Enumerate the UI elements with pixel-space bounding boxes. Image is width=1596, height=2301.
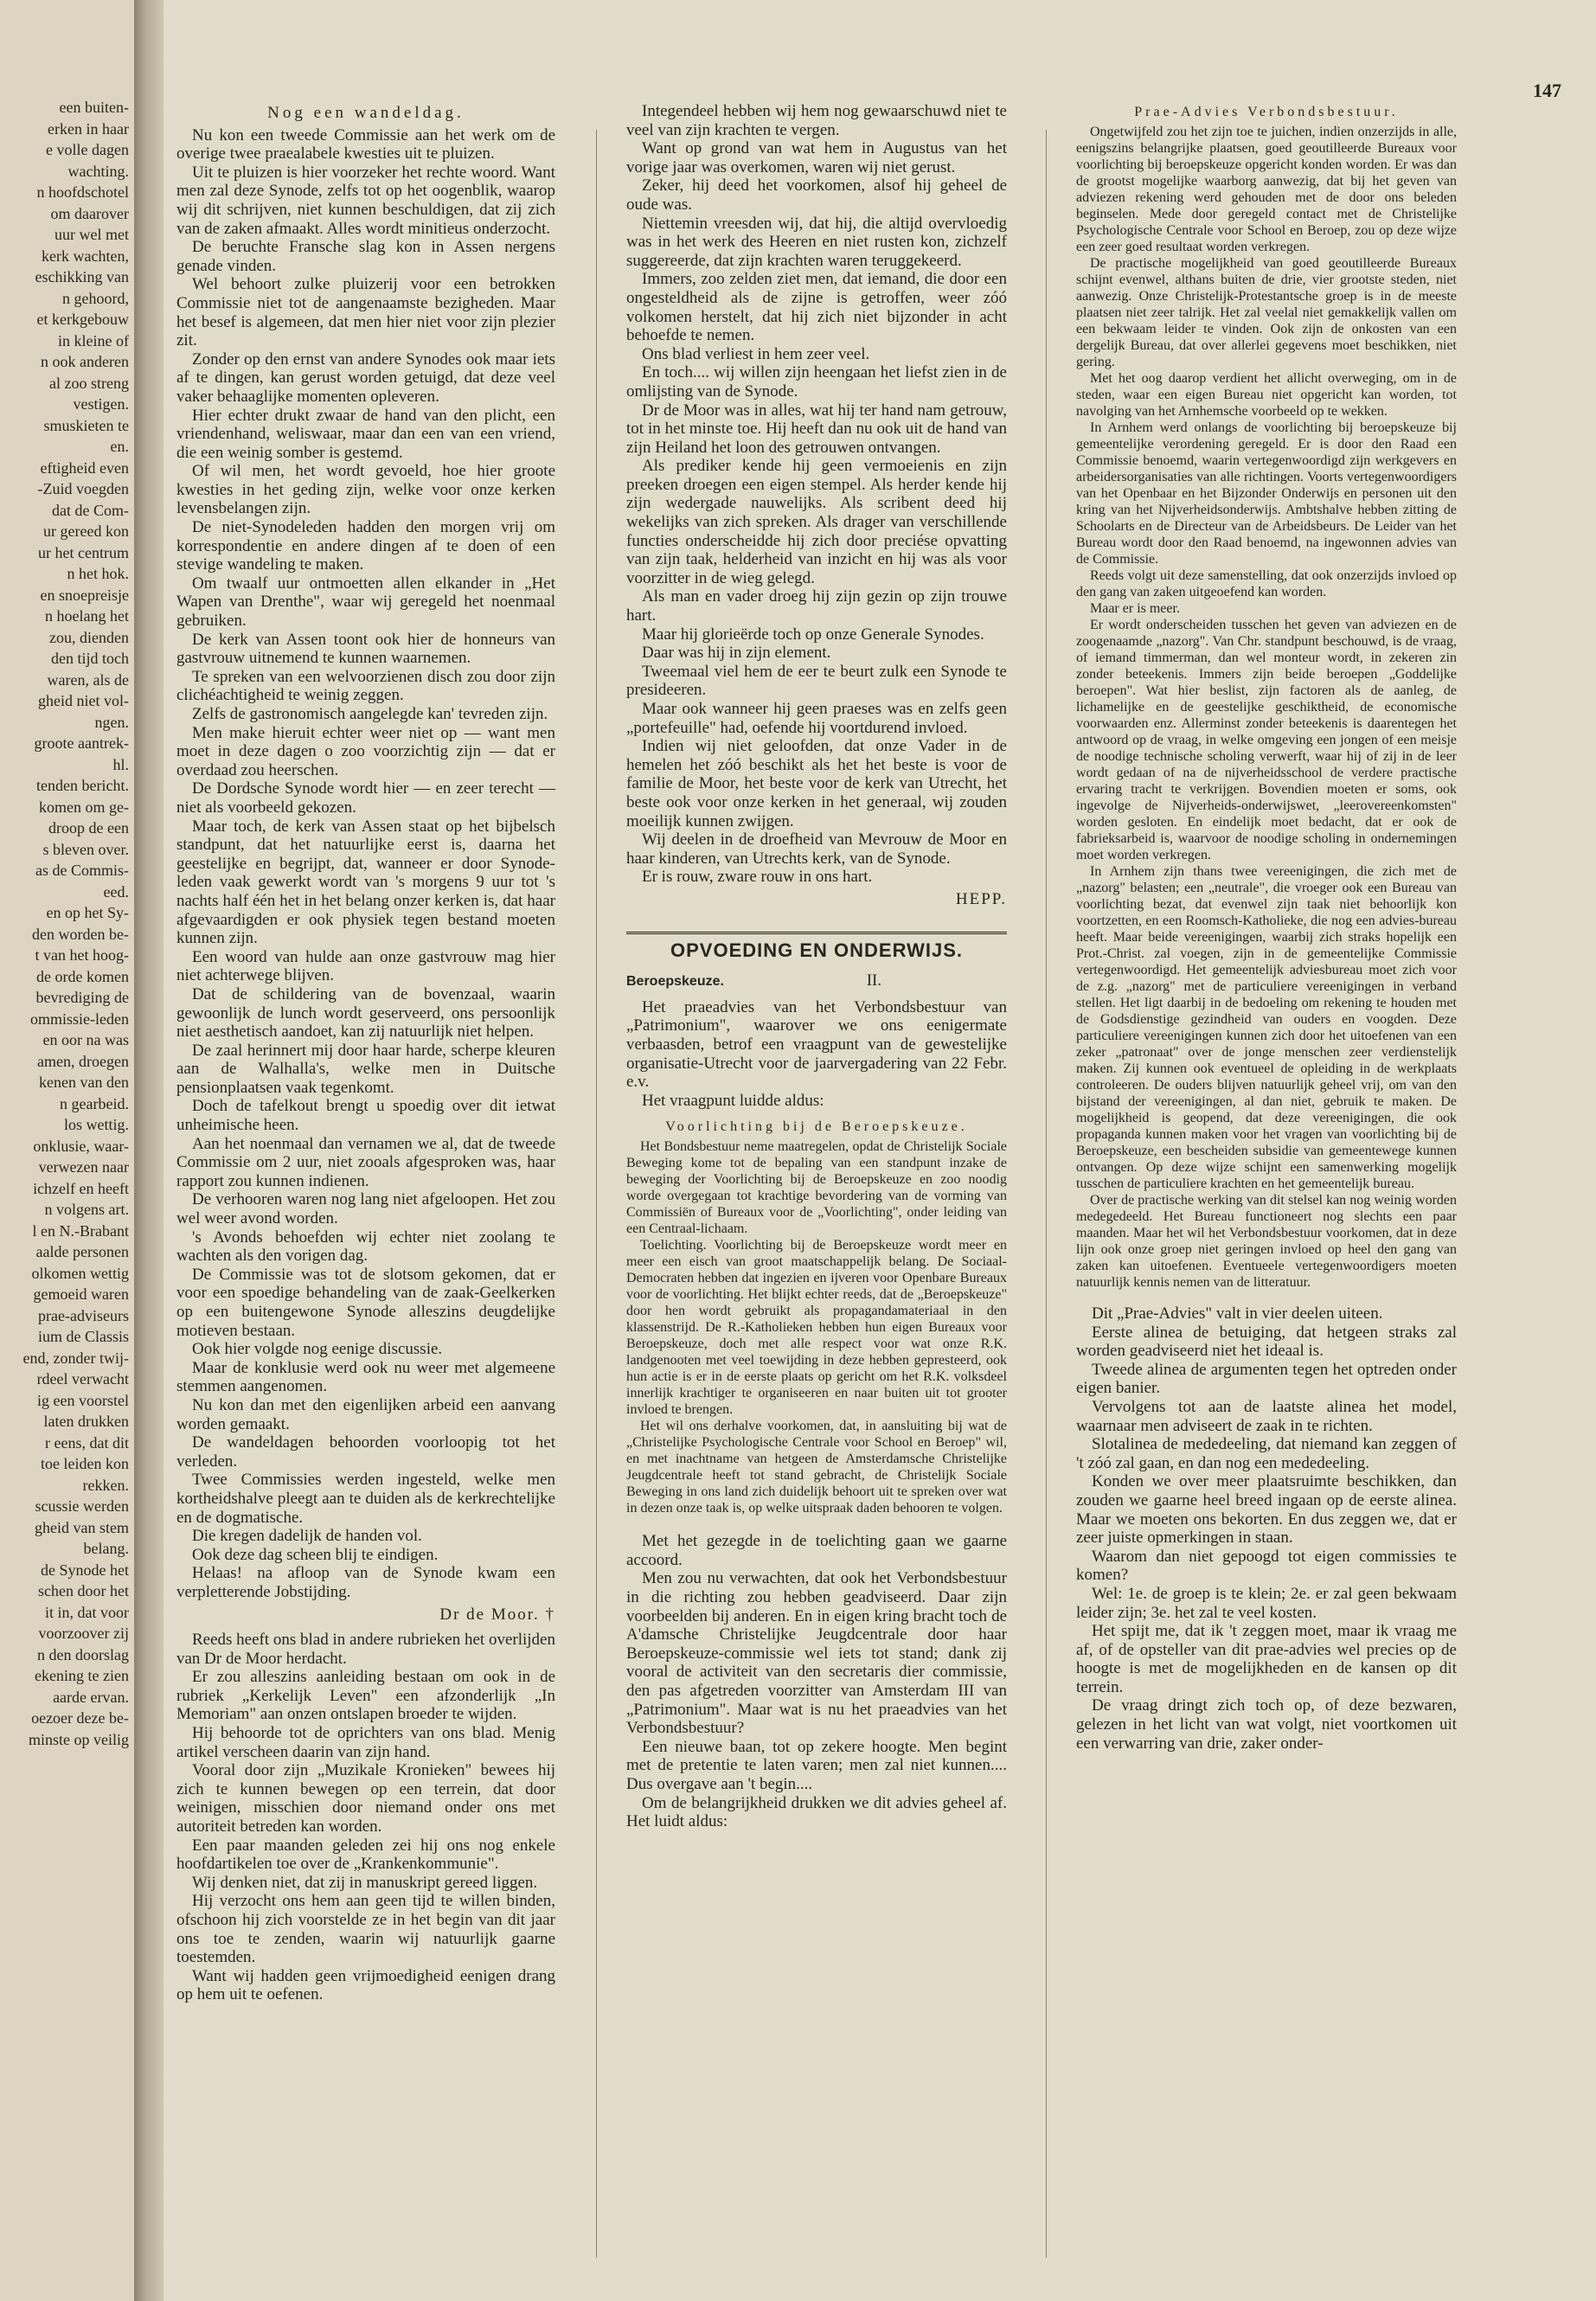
obituary-heading: Dr de Moor. † [439, 1605, 555, 1624]
article-intro [626, 998, 1007, 1111]
left-page-line: e volle dagen [46, 141, 129, 158]
paragraph: Hij behoorde tot de oprichters van ons blad. Menig artikel verscheen daarin van zijn hand. [176, 1724, 555, 1761]
article-body [176, 126, 555, 1602]
paragraph: Zonder op den ernst van andere Synodes ook maar iets af te dingen, kan gerust worden getuigd, dat deze veel vaker behaaglijke momenten opleveren. [176, 349, 555, 406]
left-page-line: hl. [112, 755, 129, 773]
advice-paragraph: Over de practische werking van dit stelsel kan nog weinig worden medegedeeld. Het Bureau functioneert nog slechts een paar maanden. Maar het wil het Verbondsbestuur voorkomen, dat in deze lijn ook onze groep niet geringen invloed op heel den gang van zaken kan uitoefenen. Eventueele vertegenwoordigers moeten natuurlijk kennis nemen van de litteratuur. [1076, 1193, 1457, 1290]
left-page-line: l en N.-Brabant [32, 1221, 129, 1240]
paragraph: En toch.... wij willen zijn heengaan het liefst zien in de omlijsting van de Synode. [626, 363, 1007, 401]
paragraph: Wel: 1e. de groep is te klein; 2e. er zal geen bekwaam leider zijn; 3e. het zal te veel kosten. [1076, 1584, 1457, 1622]
left-page-line: in kleine of [58, 331, 129, 349]
paragraph: Daar was hij in zijn element. [642, 644, 831, 663]
advice-heading: Prae-Advies Verbondsbestuur. [1134, 105, 1399, 119]
paragraph: Zeker, hij deed het voorkomen, alsof hij geheel de oude was. [626, 176, 1007, 214]
left-page-line: wachting. [67, 162, 129, 180]
left-page-line: ekening te zien [35, 1667, 129, 1684]
left-page-line: den worden be- [32, 925, 129, 943]
paragraph: Nu kon dan met den eigenlijken arbeid een aanvang worden gemaakt. [176, 1395, 555, 1433]
paragraph: Aan het noenmaal dan vernamen we al, dat de tweede Commissie om 2 uur, niet zooals afgesproken was, haar rapport zou kunnen indienen. [176, 1134, 555, 1190]
left-page-line: droop de een [48, 819, 129, 836]
left-page-text [0, 0, 134, 1750]
column-rule [1046, 130, 1047, 2258]
left-page-line: minste op veilig [29, 1730, 129, 1748]
advice-paragraph: Reeds volgt uit deze samenstelling, dat ook onzerzijds invloed op den gang van zaken uitgeoefend kan worden. [1076, 568, 1457, 599]
left-page-line: schen door het [38, 1582, 129, 1599]
left-page-line: rekken. [82, 1476, 129, 1494]
page-number: 147 [1533, 80, 1561, 101]
left-page-line: de Synode het [41, 1561, 129, 1579]
paragraph: Dat de schildering van de bovenzaal, waarin gewoonlijk de lunch wordt geserveerd, ons persoonlijk niet aesthetisch aandoet, kan zij natuurlijk niet helpen. [176, 984, 555, 1042]
left-page-line: onklusie, waar- [33, 1137, 129, 1155]
advice-paragraph: Er wordt onderscheiden tusschen het geven van adviezen en de zoogenaamde „nazorg". Van Chr. standpunt beschouwd, is de vraag, of iemand timmerman, dan wel monteur wordt, in zekeren zin zonder beteekenis. Immers zijn beide beroepen „Goddelijke beroepen". Wat hier beslist, zijn factoren als de aanleg, de lichamelijke en de geestelijke geschiktheid, de economische voorwaarden enz. Allerminst zonder beteekenis is daarentegen het antwoord op de vraag, in welke omgeving een jongen of een meisje de noodige technische scholing verwerft, waar hij of zij in de leer wordt gedaan of na de nijverheidsschool de verdere practische ervaring tracht te verkrijgen. Bovendien moeten er soms, ook ingevolge de Nijverheids-onderwijswet, „leerovereenkomsten" worden gesloten. En eindelijk moet bedacht, dat er ook de fabrieksarbeid is, waarvoor de noodige scholing in ondernemingen moet worden verkregen. [1076, 618, 1457, 862]
paragraph: Er is rouw, zware rouw in ons hart. [642, 868, 873, 887]
article-body [626, 1532, 1007, 1831]
left-page-line: s bleven over. [42, 840, 129, 858]
paragraph: De Dordsche Synode wordt hier — en zeer terecht — niet als voorbeeld gekozen. [176, 779, 555, 817]
left-page-line: de orde komen [36, 967, 129, 985]
left-page-line: en snoepreisje [40, 586, 129, 604]
left-page-line: et kerkgebouw [36, 311, 129, 328]
left-page-line: een buiten- [59, 99, 129, 116]
paragraph: Maar toch, de kerk van Assen staat op het bijbelsch standpunt, dat het natuurlijke eerst is, daarna het geestelijke en begrijpt, dat, wanneer er door Synode-leden vaak gewerkt wordt van 's morgens 9 uur tot 's nachts half één het in het belang onzer kerken is, dat haar afgevaardigden er ook physiek tegen bestand moeten kunnen zijn. [176, 817, 555, 948]
advice-paragraph: Met het oog daarop verdient het allicht overweging, om in de steden, waar een eigen Bureau niet opgericht kan worden, tot navolging van het Arnhemsche voorbeeld op te wekken. [1076, 371, 1457, 419]
paragraph: Dr de Moor was in alles, wat hij ter hand nam getrouw, tot in het minste toe. Hij heeft dan nu ook uit de hand van zijn Heiland het loon des getrouwen ontvangen. [626, 401, 1007, 457]
paragraph: Maar de konklusie werd ook nu weer met algemeene stemmen aangenomen. [176, 1358, 555, 1396]
column-2 [626, 102, 1007, 1831]
left-page-line: gheid van stem [35, 1518, 129, 1536]
part-number: II. [866, 971, 882, 990]
paragraph: Een paar maanden geleden zei hij ons nog enkele hoofdartikelen toe over de „Krankenkommunie". [176, 1836, 555, 1874]
paragraph: Als man en vader droeg hij zijn gezin op zijn trouwe hart. [626, 587, 1007, 625]
left-page-line: ig een voorstel [37, 1391, 129, 1409]
left-page-line: amen, droegen [37, 1052, 129, 1070]
left-page-line: n hoelang het [45, 607, 129, 625]
left-page-line: tenden bericht. [36, 777, 129, 794]
paragraph: Uit te pluizen is hier voorzeker het rechte woord. Want men zal deze Synode, zelfs tot op het oogenblik, waarop wij dit schrijven, niet kunnen beschuldigen, dat zij zich van de zaken afmaakt. Alles wordt minitieus onderzocht. [176, 163, 555, 238]
left-page-line: n gehoord, [62, 289, 129, 307]
paragraph: Te spreken van een welvoorzienen disch zou door zijn clichéachtigheid te weinig zeggen. [176, 667, 555, 705]
left-page-line: toe leiden kon [41, 1455, 129, 1472]
left-page-line: zou, dienden [49, 628, 129, 646]
left-page-line: n ook anderen [41, 353, 129, 370]
paragraph: Als prediker kende hij geen vermoeienis en zijn preeken droegen een eigen stempel. Als herder kende hij zijn wedergade nauwelijks. Als scribent deed hij wekelijks van zich spreken. Als drager van verschillende functies onderscheidde hij zich door preciése opvatting van zijn taak, helderheid van inzicht en hij was als voor voorzitter in de wieg gelegd. [626, 457, 1007, 587]
left-page-edge [0, 0, 136, 2301]
paragraph: Reeds heeft ons blad in andere rubrieken het overlijden van Dr de Moor herdacht. [176, 1631, 555, 1668]
paragraph: Maar hij glorieërde toch op onze Generale Synodes. [642, 625, 984, 644]
left-page-line: end, zonder twij- [22, 1349, 129, 1367]
paragraph: Eerste alinea de betuiging, dat hetgeen straks zal worden geadviseerd niet het ideaal is. [1076, 1323, 1457, 1361]
quote-paragraph: Het Bondsbestuur neme maatregelen, opdat de Christelijk Sociale Beweging kome tot de bepaling van een standpunt inzake de beweging der Voorlichting bij de Beroepskeuze en zoo noodig worde overgegaan tot krachtige bevordering van de vorming van Commissiën of Bureaux voor de „Voorlichting", onder leiding van een Centraal-lichaam. [626, 1139, 1007, 1237]
paragraph: Want op grond van wat hem in Augustus van het vorige jaar was overkomen, waren wij niet gerust. [626, 139, 1007, 176]
advice-paragraph: Maar er is meer. [1090, 601, 1180, 616]
left-page-line: groote aantrek- [34, 734, 129, 752]
quoted-question [626, 1138, 1007, 1516]
paragraph: Twee Commissies werden ingesteld, welke men kortheidshalve pleegt aan te duiden als de kerkrechtelijke en de dogmatische. [176, 1471, 555, 1527]
paragraph: Een woord van hulde aan onze gastvrouw mag hier niet achterwege blijven. [176, 947, 555, 985]
left-page-line: voorzoover zij [38, 1625, 129, 1642]
paragraph: De beruchte Fransche slag kon in Assen nergens genade vinden. [176, 238, 555, 275]
paragraph: Konden we over meer plaatsruimte beschikken, dan zouden we gaarne heel breed ingaan op de eerste alinea. Maar we moeten ons bekorten. En dus zeggen we, dat er zeer juiste opmerkingen in staan. [1076, 1472, 1457, 1548]
paragraph: Die kregen dadelijk de handen vol. [192, 1527, 422, 1546]
paragraph: Tweemaal viel hem de eer te beurt zulk een Synode te presideeren. [626, 662, 1007, 700]
paragraph: Het praeadvies van het Verbondsbestuur van „Patrimonium", waarover we ons eenigermate verbaasden, betrof een vraagpunt van de gewestelijke organisatie-Utrecht voor de jaarvergadering van 22 Febr. e.v. [626, 997, 1007, 1092]
paragraph: Zelfs de gastronomisch aangelegde kan' tevreden zijn. [192, 705, 548, 723]
left-page-line: gheid niet vol- [38, 692, 129, 709]
left-page-line: om daarover [50, 204, 129, 222]
paragraph: De zaal herinnert mij door haar harde, scherpe kleuren aan de Walhalla's, welke men in Duitsche pensionplaatsen vaak tegenkomt. [176, 1041, 555, 1097]
left-page-line: en op het Sy- [46, 904, 129, 921]
paragraph: Want wij hadden geen vrijmoedigheid eenigen drang op hem uit te oefenen. [176, 1966, 555, 2004]
left-page-line: t van het hoog- [35, 946, 129, 964]
advice-text [1076, 124, 1457, 1291]
left-page-line: erken in haar [48, 119, 129, 138]
left-page-line: r eens, dat dit [45, 1433, 129, 1452]
left-page-line: n den doorslag [37, 1645, 129, 1663]
paragraph: De Commissie was tot de slotsom gekomen, dat er voor een spoedige behandeling van de zaak-Geelkerken op een buitengewone Synode alleszins deugdelijke motieven bestaan. [176, 1265, 555, 1340]
paragraph: Of wil men, het wordt gevoeld, hoe hier groote kwesties in het geding zijn, welke voor onze kerken levensbelangen zijn. [176, 462, 555, 518]
left-page-line: waren, als de [47, 670, 129, 689]
left-page-line: eftigheid even [40, 458, 129, 477]
quote-paragraph: Het wil ons derhalve voorkomen, dat, in aansluiting bij wat de „Christelijke Psychologische Centrale voor School en Beroep" wil, en met inachtname van hetgeen de Amsterdamsche Christelijke Jeugdcentrale heeft tot stand gebracht, de Christelijk Sociale Beweging in ons land zich duidelijk behoort uit te spreken over wat in dezen onze taak is, op welke uitspraak daden behooren te volgen. [626, 1419, 1007, 1516]
left-page-line: komen om ge- [39, 798, 129, 816]
book-gutter [134, 0, 163, 2301]
left-page-line: eed. [103, 882, 129, 901]
paragraph: Het spijt me, dat ik 't zeggen moet, maar ik vraag me af, of de opsteller van dit prae-advies wel precies op de hoogte is met de mogelijkheden en de kansen op dit terrein. [1076, 1622, 1457, 1696]
left-page-line: en oor na was [42, 1031, 129, 1048]
left-page-line: oezoer deze be- [31, 1709, 129, 1727]
advice-paragraph: In Arnhem werd onlangs de voorlichting bij beroepskeuze bij gemeentelijke verordening geregeld. Er is door den Raad een Commissie benoemd, waarin vertegenwoordigd zijn werkgevers en arbeidersorganisaties van alle richtingen. Voorts vertegenwoordigers van het Openbaar en het Bijzonder Onderwijs en personen uit den kring van het Nijverheidsonderwijs. Ambtshalve hebben zitting de Schoolarts en de Directeur van de Arbeidsbeurs. De Leider van het Bureau wordt door den Raad benoemd, na ingewonnen advies van de Commissie. [1076, 420, 1457, 567]
left-page-line: gemoeid waren [33, 1285, 129, 1303]
left-page-line: n het hok. [67, 565, 129, 582]
paragraph: Dit „Prae-Advies" valt in vier deelen uiteen. [1092, 1304, 1383, 1323]
paragraph: Maar ook wanneer hij geen praeses was en zelfs geen „portefeuille" had, oefende hij voortdurend invloed. [626, 700, 1007, 737]
left-page-line: n hoofdschotel [36, 183, 129, 201]
left-page-line: los wettig. [64, 1116, 129, 1133]
paragraph: Tweede alinea de argumenten tegen het optreden onder eigen banier. [1076, 1360, 1457, 1398]
subsection-label: Beroepskeuze. [626, 974, 724, 990]
column-1 [176, 102, 555, 2004]
left-page-line: n gearbeid. [60, 1094, 129, 1112]
paragraph: Om twaalf uur ontmoetten allen elkander in „Het Wapen van Drenthe", waar wij geregeld het noenmaal gebruiken. [176, 574, 555, 631]
advice-paragraph: Ongetwijfeld zou het zijn toe te juichen, indien onzerzijds in alle, eenigszins belangrijke plaatsen, goed geoutilleerde Bureaux voor voorlichting bij beroepskeuze opgericht konden worden. Er was dan de grootst mogelijke waarborg aanwezig, dat bij het geven van adviezen rekening werd gehouden met de door ons beleden beginselen. Mede door geregeld contact met de Christelijke Psychologische Centrale voor School en Beroep, zou op deze wijze een zeer goed resultaat worden verkregen. [1076, 125, 1457, 254]
paragraph: De wandeldagen behoorden voorloopig tot het verleden. [176, 1433, 555, 1471]
paragraph: Vervolgens tot aan de laatste alinea het model, waarnaar men adviseert de zaak in te richten. [1076, 1397, 1457, 1435]
left-page-line: -Zuid voegden [37, 480, 129, 497]
left-page-line: it in, dat voor [45, 1603, 129, 1621]
left-page-line: ur gereed kon [43, 522, 129, 540]
left-page-line: eschikking van [35, 268, 129, 285]
left-page-line: laten drukken [43, 1413, 129, 1430]
left-page-line: uur wel met [54, 226, 129, 243]
paragraph: De kerk van Assen toont ook hier de honneurs van gastvrouw uitnemend te kunnen waarnemen. [176, 630, 555, 668]
article-body [1076, 1304, 1457, 1753]
paragraph: Wel behoort zulke pluizerij voor een betrokken Commissie niet tot de aangenaamste bezigheden. Maar het besef is algemeen, dat men hier niet voor zijn plezier zit. [176, 275, 555, 350]
left-page-line: as de Commis- [35, 862, 129, 879]
left-page-line: ichzelf en heeft [33, 1179, 129, 1197]
paragraph: 's Avonds behoefden wij echter niet zoolang te wachten als den vorigen dag. [176, 1227, 555, 1266]
quote-paragraph: Toelichting. Voorlichting bij de Beroepskeuze wordt meer en meer een eisch van groot maatschappelijk belang. De Sociaal-Democraten hebben dat ingezien en ijveren voor Openbare Bureaux voor de voorlichting. Het blijkt echter reeds, dat de „Beroepskeuze" door hen wordt gebruikt als propagandamateriaal in den klassenstrijd. De R.-Katholieken hebben hun eigen Bureaux voor Beroepskeuze, doch met alle respect voor wat onze R.K. landgenooten met veel toewijding in deze hebben gepresteerd, ook hun actie is er in de eerste plaats op gericht om het R.K. volksdeel innerlijk krachtiger te organiseeren en naar buiten uit tot grooter invloed te brengen. [626, 1238, 1007, 1418]
left-page-line: rdeel verwacht [36, 1370, 129, 1388]
paragraph: Hij verzocht ons hem aan geen tijd te willen binden, ofschoon hij zich voorstelde ze in het begin van dit jaar ons toe te zenden, waarin wij natuurlijk gaarne toestemden. [176, 1892, 555, 1967]
left-page-line: belang. [83, 1540, 129, 1557]
advice-paragraph: De practische mogelijkheid van goed geoutilleerde Bureaux schijnt evenwel, althans buiten de drie, vier grootste steden, niet aanwezig. Onze Christelijk-Protestantsche groep is in de meeste plaatsen niet zeer talrijk. Het zal veelal niet gemakkelijk vallen om een bekwaam leider te vinden. Ook zijn de onkosten van een dergelijk Bureau, dat over allerlei gegevens moet beschikken, niet gering. [1076, 256, 1457, 369]
advice-paragraph: In Arnhem zijn thans twee vereenigingen, die zich met de „nazorg" belasten; een „neutrale", die vroeger ook een Bureau van voorlichting bezat, dat evenwel zijn taak niet behoorlijk kon voortzetten, en een Roomsch-Katholieke, die nog een advies-bureau heeft. Maar beide vereenigingen, waarbij zich straks hopelijk een Prot.-Christ. zal voegen, zijn in de gemeentelijke Commissie vertegenwoordigd. Het gemeentelijk adviesbureau moet zich voor de z.g. „nazorg" met de particuliere vereenigingen in verband stellen. Het ligt daarbij in de bedoeling om rekening te houden met de Godsdienstige gezindheid van ouders en voogden. Deze particuliere vereenigingen kunnen zich door het uitoefenen van een zeker „patronaat" over de jonge menschen zeer verdienstelijk maken. Zij kunnen ook eventueel de opleiding in de werkplaats controleeren. De ouders blijven natuurlijk geheel vrij, om van den bijstand der vereenigingen, al dan niet, gebruik te maken. De mogelijkheid is geopend, dat deze vereenigingen, die ook propaganda kunnen maken voor het vragen van voorlichting bij de Beroepskeuze, een bescheiden subsidie van gemeentewege kunnen ontvangen. Op deze wijze schijnt een samenwerking mogelijk tusschen de particuliere krachten en het gemeentelijk bureau. [1076, 864, 1457, 1191]
left-page-line: ur het centrum [38, 543, 129, 561]
left-page-line: aalde personen [35, 1243, 129, 1260]
paragraph: Hier echter drukt zwaar de hand van den plicht, een vriendenhand, weliswaar, maar dan een van een vriend, die een weinig somber is gestemd. [176, 406, 555, 462]
section-rule [626, 932, 1007, 934]
left-page-line: vestigen. [73, 395, 129, 413]
left-page-line: bevrediging de [35, 989, 129, 1006]
paragraph: Ons blad verliest in hem zeer veel. [642, 344, 870, 363]
left-page-line: ium de Classis [37, 1328, 129, 1345]
left-page-line: dat de Com- [52, 501, 129, 519]
paragraph: De vraag dringt zich toch op, of deze bezwaren, gelezen in het licht van wat volgt, niet voortkomen uit een verwarring van drie, zaker onder- [1076, 1696, 1457, 1753]
left-page-line: ommissie-leden [30, 1009, 129, 1028]
paragraph: Helaas! na afloop van de Synode kwam een verpletterende Jobstijding. [176, 1564, 555, 1601]
left-page-line: olkomen wettig [31, 1264, 129, 1282]
paragraph: Een nieuwe baan, tot op zekere hoogte. Men begint met de pretentie te laten varen; men zal niet kunnen.... Dus overgave aan 't begin.... [626, 1737, 1007, 1793]
paragraph: Om de belangrijkheid drukken we dit advies geheel af. Het luidt aldus: [626, 1793, 1007, 1831]
left-page-line: smuskieten te [43, 416, 129, 434]
quote-heading: Voorlichting bij de Beroepskeuze. [665, 1119, 968, 1135]
paragraph: Waarom dan niet gepoogd tot eigen commissies te komen? [1076, 1547, 1457, 1585]
section-heading: OPVOEDING EN ONDERWIJS. [670, 939, 963, 961]
paragraph: Nu kon een tweede Commissie aan het werk om de overige twee praealabele kwesties uit te pluizen. [176, 125, 555, 163]
paragraph: Men zou nu verwachten, dat ook het Verbondsbestuur in die richting zou hebben geadviseerd. Daar zijn voorbeelden bij anderen. En in eigen kring bracht toch de A'damsche Christelijke Jeugdcentrale door haar Beroepskeuze-commissie wel iets tot stand; dank zij vooral de activiteit van den secretaris dier commissie, den pas afgetreden voorzitter van Amsterdam III van „Patrimonium". Maar wat is nu het praeadvies van het Verbondsbestuur? [626, 1569, 1007, 1738]
left-page-line: kenen van den [39, 1074, 129, 1091]
left-page-line: en. [110, 438, 129, 455]
column-rule [596, 130, 597, 2258]
paragraph: Immers, zoo zelden ziet men, dat iemand, die door een ongesteldheid als de zijne is getroffen, weer zóó volkomen herstelt, dat hij zich niet bijzonder in acht behoefde te nemen. [626, 270, 1007, 345]
left-page-line: prae-adviseurs [38, 1306, 129, 1324]
obituary-body [176, 1631, 555, 2004]
left-page-line: scussie werden [35, 1497, 129, 1515]
paragraph: Met het gezegde in de toelichting gaan we gaarne accoord. [626, 1532, 1007, 1569]
left-page-line: al zoo streng [49, 374, 129, 392]
paragraph: Niettemin vreesden wij, dat hij, die altijd overvloedig was in het werk des Heeren en niet rusten kon, zichzelf suggereerde, dat zijn krachten waren teruggekeerd. [626, 214, 1007, 270]
paragraph: Vooral door zijn „Muzikale Kronieken" bewees hij zich te kunnen bewegen op een terrein, dat door weinigen, misschien door niemand onder ons met autoriteit betreden kan worden. [176, 1761, 555, 1836]
paragraph: Indien wij niet geloofden, dat onze Vader in de hemelen het zóó beschikt als het het beste is voor de familie de Moor, het beste voor de kerk van Utrecht, het beste ook voor onze kerken in het generaal, wij zouden moeilijk kunnen zwijgen. [626, 737, 1007, 830]
left-page-line: den tijd toch [51, 650, 129, 667]
paragraph: Wij denken niet, dat zij in manuskript gereed liggen. [192, 1873, 538, 1892]
obituary-continued [626, 102, 1007, 887]
right-page [163, 0, 1596, 2301]
paragraph: De verhooren waren nog lang niet afgeloopen. Het zou wel weer avond worden. [176, 1190, 555, 1228]
left-page-line: ngen. [94, 713, 129, 731]
paragraph: Slotalinea de mededeeling, dat niemand kan zeggen of 't zóó zal gaan, en dan nog een mededeeling. [1076, 1435, 1457, 1472]
left-page-line: verwezen naar [38, 1158, 129, 1176]
paragraph: Men make hieruit echter weer niet op — want men moet in deze dagen o zoo voorzichtig zijn — dat er overdaad zou heerschen. [176, 723, 555, 779]
paragraph: Ook deze dag scheen blij te eindigen. [192, 1545, 439, 1564]
paragraph: De niet-Synodeleden hadden den morgen vrij om korrespondentie en andere dingen af te doen of een stevige wandeling te maken. [176, 518, 555, 574]
paragraph: Doch de tafelkout brengt u spoedig over dit ietwat unheimische heen. [176, 1097, 555, 1135]
author-signature: HEPP. [955, 889, 1007, 908]
left-page-line: kerk wachten, [42, 247, 129, 265]
column-3 [1076, 102, 1457, 1753]
left-page-line: aarde ervan. [53, 1688, 129, 1706]
paragraph: Wij deelen in de droefheid van Mevrouw de Moor en haar kinderen, van Utrechts kerk, van de Synode. [626, 830, 1007, 868]
paragraph: Integendeel hebben wij hem nog gewaarschuwd niet te veel van zijn krachten te vergen. [626, 102, 1007, 139]
paragraph: Het vraagpunt luidde aldus: [642, 1091, 824, 1110]
paragraph: Ook hier volgde nog eenige discussie. [192, 1340, 443, 1359]
article-heading: Nog een wandeldag. [267, 104, 465, 122]
paragraph: Er zou alleszins aanleiding bestaan om ook in de rubriek „Kerkelijk Leven" een afzonderlijk „In Memoriam" aan onzen ontslapen broeder te wijden. [176, 1668, 555, 1724]
left-page-line: n volgens art. [44, 1201, 129, 1218]
